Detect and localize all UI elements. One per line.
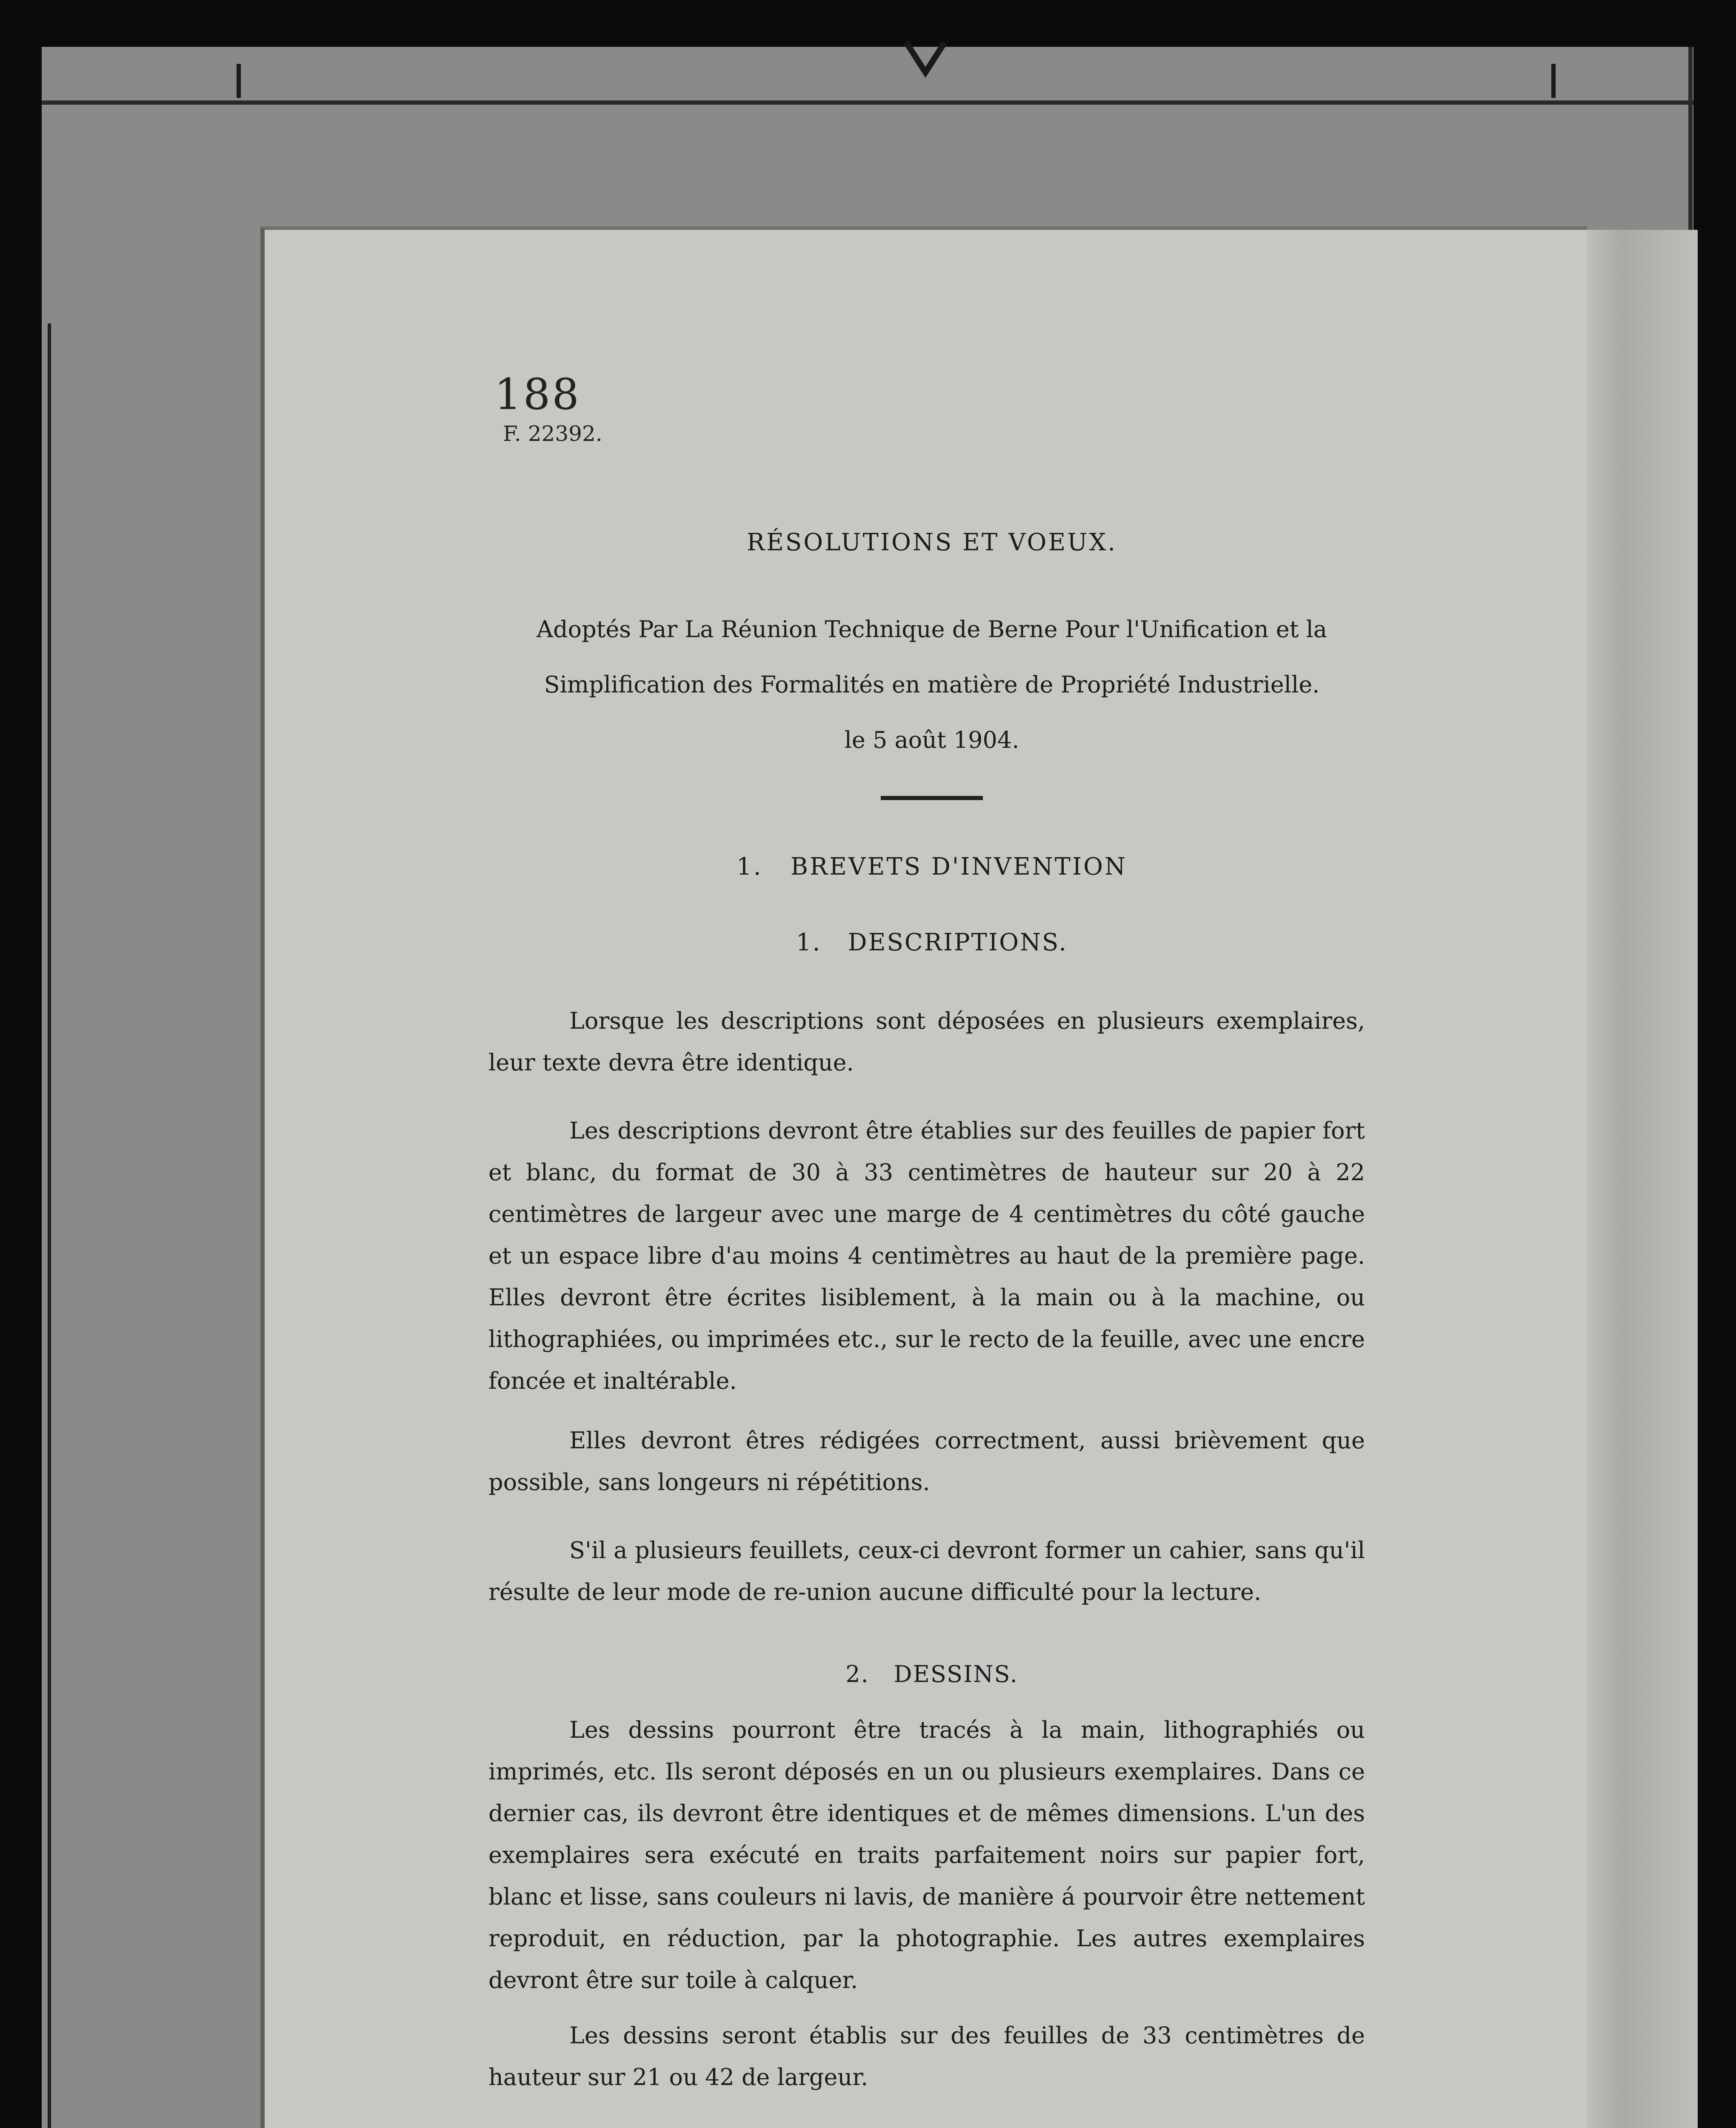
backing-rule-right	[1688, 47, 1693, 230]
registration-tick	[1551, 64, 1556, 98]
backing-rule-top	[42, 100, 1693, 105]
document-subtitle	[489, 602, 1374, 768]
paragraph: Les descriptions devront être établies sur des feuilles de papier fort et blanc, du format de 30 à 33 centimètres de hauteur sur 20 à 22 centimètres de largeur avec une marge de 4 centimètres du côté gauche et un espace libre d'au moins 4 centimètres au haut de la première page. Elles devront être écrites lisiblement, à la main ou à la machine, ou lithographiées, ou imprimées etc., sur le recto de la feuille, avec une encre foncée et inaltérable.	[488, 1117, 1365, 1394]
subtitle-date: le 5 août 1904.	[844, 726, 1019, 753]
chevron-down-icon	[902, 38, 949, 81]
registration-tick	[237, 64, 241, 98]
title-divider	[881, 796, 983, 800]
paper-stack-edge	[1570, 230, 1698, 2128]
paragraph: S'il a plusieurs feuillets, ceux-ci devront former un cahier, sans qu'il résulte de leur mode de re-union aucune difficulté pour la lecture.	[488, 1537, 1365, 1605]
backing-rule-left	[48, 323, 51, 2128]
subtitle-line: Simplification des Formalités en matière de Propriété Industrielle.	[544, 671, 1320, 698]
subtitle-line: Adoptés Par La Réunion Technique de Berne Pour l'Unification et la	[537, 616, 1327, 643]
section-heading: 1. BREVETS D'INVENTION	[737, 853, 1127, 881]
page-number: 188	[494, 369, 581, 419]
paragraph: Les dessins seront établis sur des feuilles de 33 centimètres de hauteur sur 21 ou 42 de largeur.	[488, 2022, 1365, 2091]
document-title: RÉSOLUTIONS ET VOEUX.	[746, 529, 1117, 556]
paragraph: Lorsque les descriptions sont déposées en plusieurs exemplaires, leur texte devra être identique.	[488, 1007, 1365, 1076]
paragraph: Elles devront êtres rédigées correctment, aussi brièvement que possible, sans longeurs ni répétitions.	[488, 1427, 1365, 1496]
file-reference: F. 22392.	[503, 421, 602, 446]
paragraph: Les dessins pourront être tracés à la main, lithographiés ou imprimés, etc. Ils seront déposés en un ou plusieurs exemplaires. Dans ce dernier cas, ils devront être identiques et de mêmes dimensions. L'un des exemplaires sera exécuté en traits parfaitement noirs sur papier fort, blanc et lisse, sans couleurs ni lavis, de manière á pourvoir être nettement reproduit, en réduction, par la photographie. Les autres exemplaires devront être sur toile à calquer.	[488, 1716, 1365, 1994]
subsection-heading-dessins: 2. DESSINS.	[845, 1661, 1018, 1688]
subsection-heading-descriptions: 1. DESCRIPTIONS.	[796, 929, 1068, 956]
